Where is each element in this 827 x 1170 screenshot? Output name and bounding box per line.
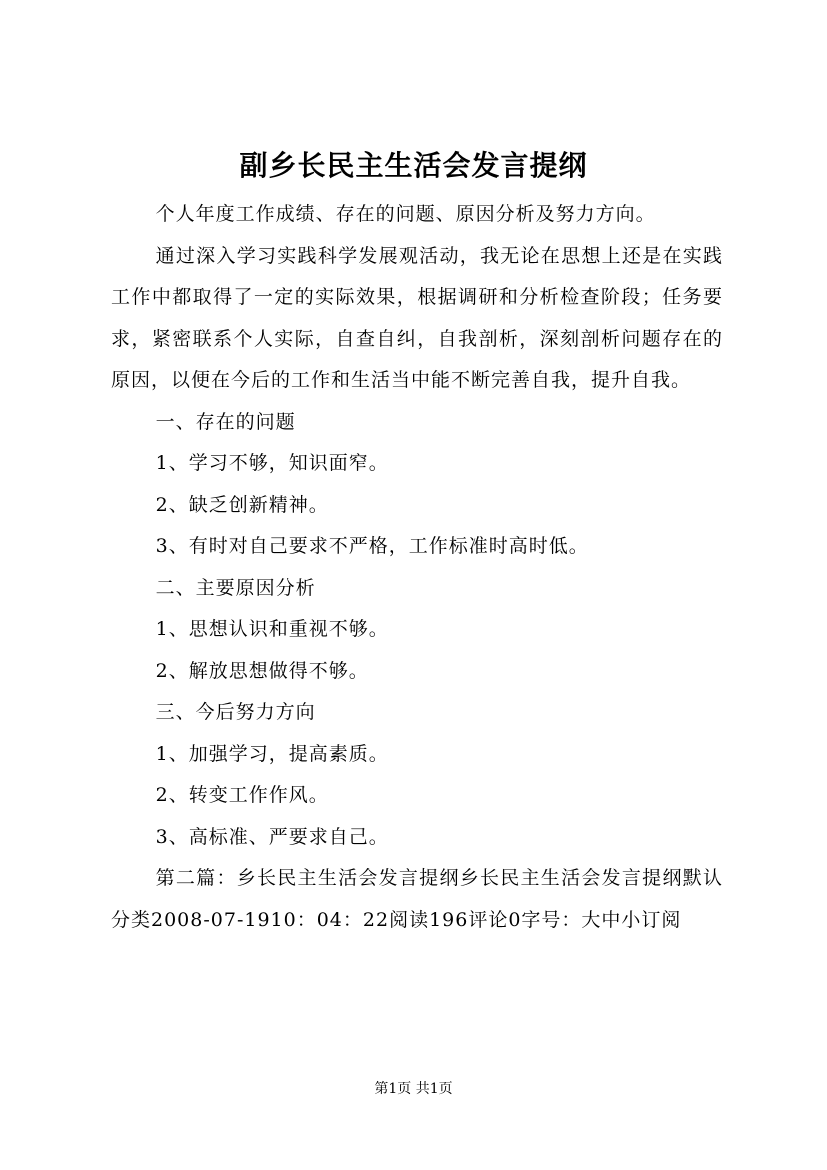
paragraph-second-article: 第二篇：乡长民主生活会发言提纲乡长民主生活会发言提纲默认分类2008-07-1910：04：22阅读196评论0字号：大中小订阅	[111, 867, 723, 931]
list-item: 3、高标准、严要求自己。	[155, 825, 389, 848]
paragraph-main: 通过深入学习实践科学发展观活动，我无论在思想上还是在实践工作中都取得了一定的实际效果，根据调研和分析检查阶段；任务要求，紧密联系个人实际，自查自纠，自我剖析，深刻剖析问题存在的原因，以便在今后的工作和生活当中能不断完善自我，提升自我。	[111, 244, 723, 391]
list-item: 3、有时对自己要求不严格，工作标准时高时低。	[155, 535, 589, 557]
section-heading-causes: 二、主要原因分析	[155, 576, 316, 599]
list-item: 2、缺乏创新精神。	[155, 493, 329, 516]
list-item: 1、思想认识和重视不够。	[155, 618, 389, 640]
page-number: 第1页 共1页	[374, 1081, 453, 1097]
paragraph-intro: 个人年度工作成绩、存在的问题、原因分析及努力方向。	[155, 203, 656, 225]
list-item: 2、转变工作作风。	[155, 784, 329, 806]
document-body	[111, 194, 723, 941]
list-item: 2、解放思想做得不够。	[155, 659, 369, 682]
list-item: 1、加强学习，提高素质。	[155, 742, 389, 765]
document-title: 副乡长民主生活会发言提纲	[239, 149, 588, 182]
section-heading-problems: 一、存在的问题	[155, 410, 296, 433]
section-heading-direction: 三、今后努力方向	[155, 701, 316, 723]
list-item: 1、学习不够，知识面窄。	[155, 452, 389, 474]
